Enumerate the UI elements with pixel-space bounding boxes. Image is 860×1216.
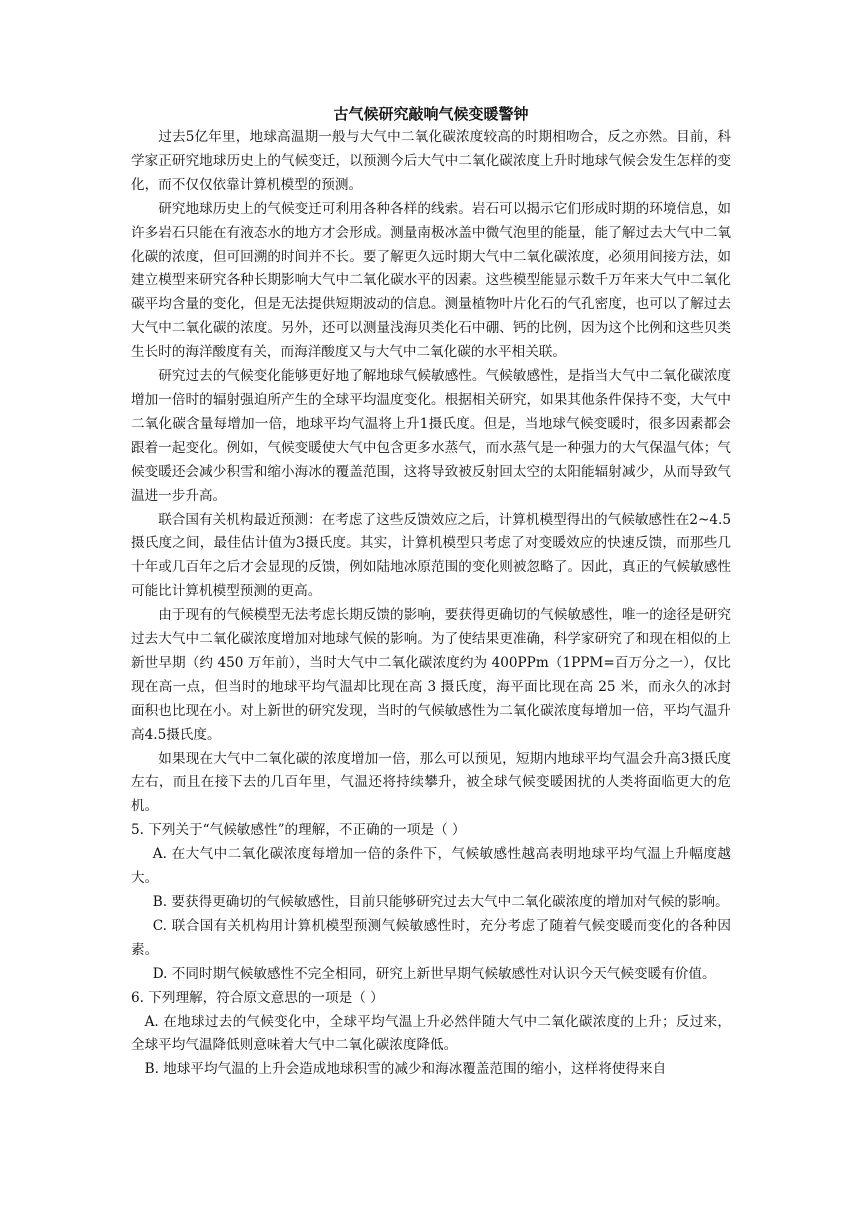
- article-paragraph-1: 过去5亿年里，地球高温期一般与大气中二氧化碳浓度较高的时期相吻合，反之亦然。目前，科学家正研究地球历史上的气候变迁，以预测今后大气中二氧化碳浓度上升时地球气候会发生怎样的变化，而不仅仅依靠计算机模型的预测。: [131, 129, 731, 193]
- question-5: [131, 819, 731, 986]
- question-5-stem: 5. 下列关于“气候敏感性”的理解，不正确的一项是（ ）: [131, 822, 466, 839]
- document-page: [131, 103, 731, 1082]
- question-6-stem: 6. 下列理解，符合原文意思的一项是（ ）: [131, 989, 384, 1006]
- question-6-option-b: B. 地球平均气温的上升会造成地球积雪的减少和海冰覆盖范围的缩小，这样将使得来自: [144, 1061, 667, 1078]
- question-5-option-a: A. 在大气中二氧化碳浓度每增加一倍的条件下，气候敏感性越高表明地球平均气温上升幅度越大。: [131, 846, 731, 887]
- article-paragraph-3: 研究过去的气候变化能够更好地了解地球气候敏感性。气候敏感性，是指当大气中二氧化碳浓度增加一倍时的辐射强迫所产生的全球平均温度变化。根据相关研究，如果其他条件保持不变，大气中二氧化碳含量每增加一倍，地球平均气温将上升1摄氏度。但是，当地球气候变暖时，很多因素都会跟着一起变化。例如，气候变暖使大气中包含更多水蒸气，而水蒸气是一种强力的大气保温气体；气候变暖还会减少积雪和缩小海冰的覆盖范围，这将导致被反射回太空的太阳能辐射减少，从而导致气温进一步升高。: [131, 368, 731, 504]
- article-title: 古气候研究敲响气候变暖警钟: [333, 105, 529, 123]
- question-5-option-d: D. 不同时期气候敏感性不完全相同，研究上新世早期气候敏感性对认识今天气候变暖有价值。: [152, 965, 716, 982]
- question-6-option-a: A. 在地球过去的气候变化中，全球平均气温上升必然伴随大气中二氧化碳浓度的上升；反过来，全球平均气温降低则意味着大气中二氧化碳浓度降低。: [131, 1013, 731, 1054]
- article-paragraph-4: 联合国有关机构最近预测：在考虑了这些反馈效应之后，计算机模型得出的气候敏感性在2~4.5摄氏度之间，最佳估计值为3摄氏度。其实，计算机模型只考虑了对变暖效应的快速反馈，而那些几十年或几百年之后才会显现的反馈，例如陆地冰原范围的变化则被忽略了。因此，真正的气候敏感性可能比计算机模型预测的更高。: [131, 511, 731, 600]
- question-5-option-b: B. 要获得更确切的气候敏感性，目前只能够研究过去大气中二氧化碳浓度的增加对气候的影响。: [152, 894, 729, 910]
- question-5-option-c: C. 联合国有关机构用计算机模型预测气候敏感性时，充分考虑了随着气候变暖而变化的各种因素。: [131, 917, 731, 958]
- article-paragraph-6: 如果现在大气中二氧化碳的浓度增加一倍，那么可以预见，短期内地球平均气温会升高3摄氏度左右，而且在接下去的几百年里，气温还将持续攀升，被全球气候变暖困扰的人类将面临更大的危机。: [131, 750, 731, 815]
- article-paragraph-5: 由于现有的气候模型无法考虑长期反馈的影响，要获得更确切的气候敏感性，唯一的途径是研究过去大气中二氧化碳浓度增加对地球气候的影响。为了使结果更准确，科学家研究了和现在相似的上新世早期（约 450 万年前），当时大气中二氧化碳浓度约为 400PPm（1PPM=百万分之一），仅比现在高一点，但当时的地球平均气温却比现在高 3 摄氏度，海平面比现在高 25 米，而永久的冰封面积也比现在小。对上新世的研究发现，当时的气候敏感性为二氧化碳浓度每增加一倍，平均气温升高4.5摄氏度。: [131, 607, 731, 743]
- question-6: [131, 987, 731, 1083]
- article-paragraph-2: 研究地球历史上的气候变迁可利用各种各样的线索。岩石可以揭示它们形成时期的环境信息，如许多岩石只能在有液态水的地方才会形成。测量南极冰盖中微气泡里的能量，能了解过去大气中二氧化碳的浓度，但可回溯的时间并不长。要了解更久远时期大气中二氧化碳浓度，必须用间接方法，如建立模型来研究各种长期影响大气中二氧化碳水平的因素。这些模型能显示数千万年来大气中二氧化碳平均含量的变化，但是无法提供短期波动的信息。测量植物叶片化石的气孔密度，也可以了解过去大气中二氧化碳的浓度。另外，还可以测量浅海贝类化石中硼、钙的比例，因为这个比例和这些贝类生长时的海洋酸度有关，而海洋酸度又与大气中二氧化碳的水平相关联。: [131, 200, 731, 361]
